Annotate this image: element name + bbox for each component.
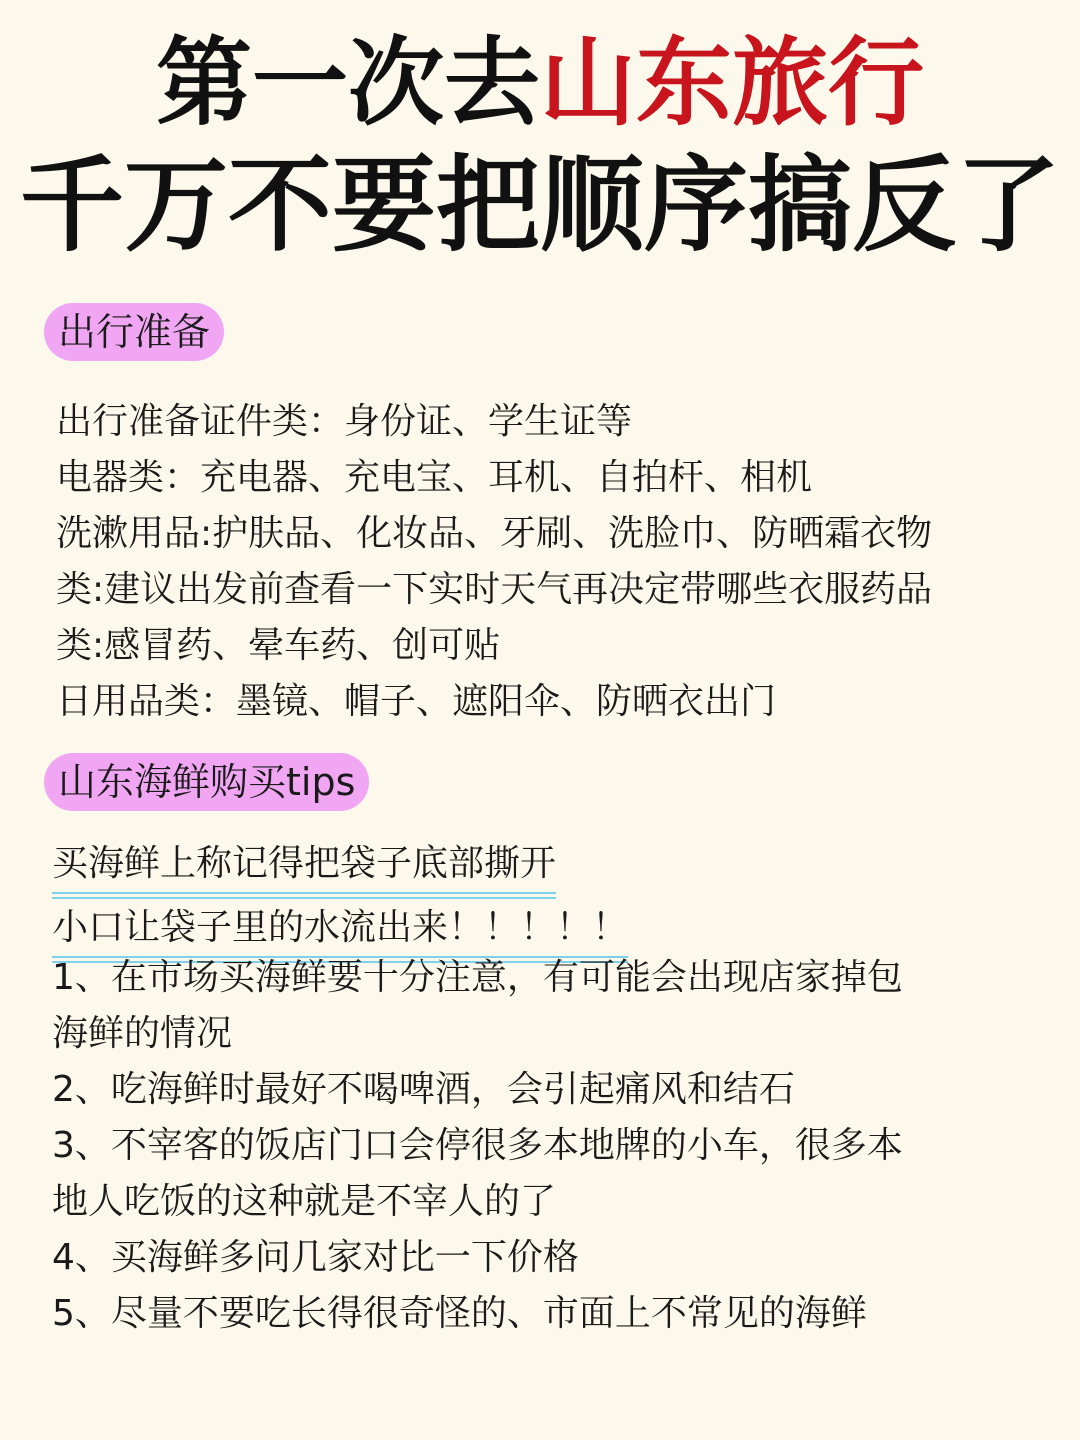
tip-line: 3、不宰客的饭店门口会停很多本地牌的小车，很多本 xyxy=(52,1125,903,1166)
highlight-line: 小口让袋子里的水流出来！！！！！ xyxy=(52,902,628,963)
tip-line: 4、买海鲜多问几家对比一下价格 xyxy=(52,1237,579,1278)
tips-list xyxy=(52,950,1042,1342)
prep-line: 类:感冒药、晕车药、创可贴 xyxy=(56,625,501,666)
prep-line: 出行准备证件类：身份证、学生证等 xyxy=(56,401,633,442)
title-accent: 山东旅行 xyxy=(540,27,924,139)
tip-line: 1、在市场买海鲜要十分注意，有可能会出现店家掉包 xyxy=(52,957,903,998)
page-title-line-1 xyxy=(0,28,1080,138)
tip-line: 海鲜的情况 xyxy=(52,1013,233,1054)
highlight-line: 买海鲜上称记得把袋子底部撕开 xyxy=(52,838,556,899)
prep-line: 日用品类：墨镜、帽子、遮阳伞、防晒衣出门 xyxy=(56,681,777,722)
tip-line: 地人吃饭的这种就是不宰人的了 xyxy=(52,1181,557,1222)
prep-line: 类:建议出发前查看一下实时天气再决定带哪些衣服药品 xyxy=(56,569,933,610)
section-tag-prep: 出行准备 xyxy=(44,303,224,361)
section-tag-seafood: 山东海鲜购买tips xyxy=(44,753,369,811)
page-title-line-2: 千万不要把顺序搞反了 xyxy=(19,144,1060,266)
tip-line: 5、尽量不要吃长得很奇怪的、市面上不常见的海鲜 xyxy=(52,1293,867,1334)
prep-list xyxy=(56,394,1046,730)
highlight-list xyxy=(52,838,1042,966)
title-prefix: 第一次去 xyxy=(156,27,540,139)
tip-line: 2、吃海鲜时最好不喝啤酒，会引起痛风和结石 xyxy=(52,1069,795,1110)
prep-line: 电器类：充电器、充电宝、耳机、自拍杆、相机 xyxy=(56,457,813,498)
prep-line: 洗漱用品:护肤品、化妆品、牙刷、洗脸巾、防晒霜衣物 xyxy=(56,513,933,554)
